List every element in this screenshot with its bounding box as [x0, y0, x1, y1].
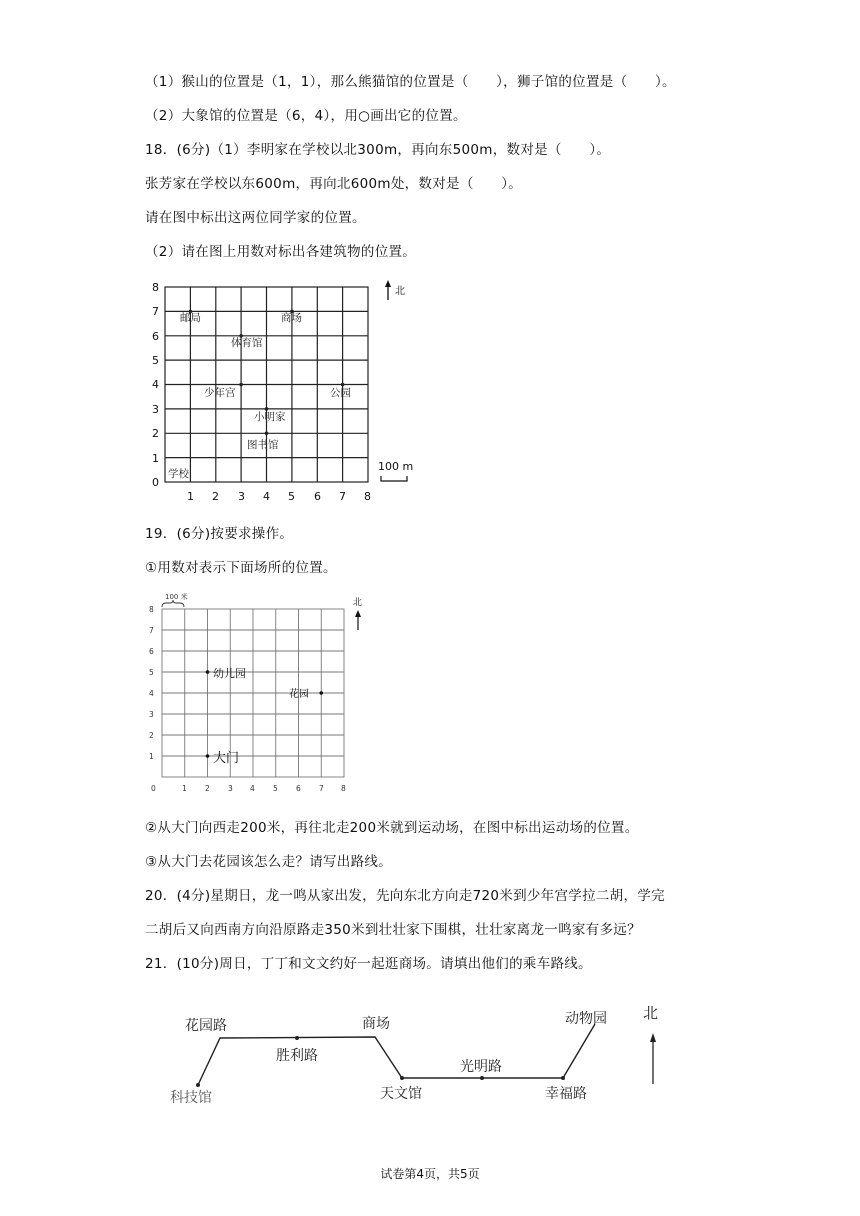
q19-line4: ③从大门去花园该怎么走？请写出路线。 — [145, 854, 393, 870]
grid1-x-tick: 1 — [187, 490, 194, 503]
grid1-y-tick: 6 — [152, 330, 159, 343]
grid2-x-tick: 6 — [296, 784, 301, 793]
grid2-x-tick: 0 — [151, 784, 156, 793]
grid2-x-tick: 3 — [228, 784, 233, 793]
north-arrow-icon — [355, 610, 361, 630]
grid1-y-tick: 0 — [152, 476, 159, 489]
north-arrow-icon — [385, 280, 391, 300]
stop-science-museum: 科技馆 — [170, 1090, 212, 1106]
guangming-road-point — [480, 1076, 484, 1080]
place-gate: 大门 — [213, 751, 240, 766]
q20-line1: 20．(4分)星期日，龙一鸣从家出发，先向东北方向走720米到少年宫学拉二胡，学完 — [145, 888, 665, 904]
place-library: 图书馆 — [247, 439, 279, 451]
stop-happiness-road: 幸福路 — [545, 1086, 587, 1102]
grid2-figure — [144, 590, 374, 800]
grid2-x-tick: 8 — [341, 784, 346, 793]
place-kindergarten: 幼儿园 — [213, 667, 246, 680]
gate-point — [206, 754, 210, 758]
grid1-y-tick: 3 — [152, 403, 159, 416]
park-point — [341, 383, 345, 387]
north-arrow-icon — [650, 1033, 656, 1084]
q17-part2: （2）大象馆的位置是（6，4），用○画出它的位置。 — [145, 108, 467, 124]
stop-garden-road: 花园路 — [185, 1018, 227, 1034]
grid2-y-tick: 8 — [149, 605, 154, 614]
place-school: 学校 — [168, 468, 189, 480]
place-gym: 体育馆 — [231, 337, 263, 349]
grid2-x-tick: 2 — [205, 784, 210, 793]
grid1-x-tick: 5 — [288, 490, 295, 503]
grid2-lines — [162, 609, 344, 777]
grid1-x-tick: 7 — [339, 490, 346, 503]
youth-palace-point — [239, 383, 243, 387]
scale-bar-icon — [381, 476, 407, 481]
q19-line2: ①用数对表示下面场所的位置。 — [145, 560, 337, 576]
grid2-y-tick: 1 — [149, 752, 154, 761]
place-xiaoming-home: 小明家 — [254, 411, 286, 423]
place-post-office: 邮局 — [180, 312, 201, 324]
library-point — [265, 432, 269, 436]
grid1-y-tick: 8 — [152, 281, 159, 294]
place-park: 公园 — [330, 387, 351, 399]
grid1-x-tick: 3 — [238, 490, 245, 503]
grid2-x-tick: 1 — [182, 784, 187, 793]
grid1-north-label: 北 — [395, 286, 405, 297]
q18-line3: 请在图中标出这两位同学家的位置。 — [145, 210, 366, 226]
stop-mall: 商场 — [362, 1016, 390, 1032]
grid1-x-tick: 2 — [212, 490, 219, 503]
grid2-y-tick: 6 — [149, 647, 154, 656]
grid2-y-tick: 5 — [149, 668, 154, 677]
q19-line3: ②从大门向西走200米，再往北走200米就到运动场，在图中标出运动场的位置。 — [145, 820, 639, 836]
grid2-scale-label: 100 米 — [165, 593, 188, 601]
grid1-x-tick: 4 — [263, 490, 270, 503]
victory-road-point — [295, 1036, 299, 1040]
grid1-y-tick: 4 — [152, 378, 159, 391]
place-youth-palace: 少年宫 — [204, 387, 236, 399]
happiness-road-point — [561, 1076, 565, 1080]
q18-line2: 张芳家在学校以东600m，再向北600m处，数对是（ ）。 — [145, 176, 523, 192]
stop-planetarium: 天文馆 — [380, 1086, 422, 1102]
stop-zoo: 动物园 — [565, 1011, 607, 1027]
grid1-x-tick: 6 — [314, 490, 321, 503]
grid1-y-tick: 5 — [152, 354, 159, 367]
grid2-y-tick: 2 — [149, 731, 154, 740]
place-garden: 花园 — [289, 689, 309, 700]
brace-icon — [162, 600, 184, 607]
kindergarten-point — [206, 670, 210, 674]
q17-part1: （1）猴山的位置是（1，1），那么熊猫馆的位置是（ ），狮子馆的位置是（ ）。 — [145, 74, 676, 90]
garden-point — [319, 691, 323, 695]
grid1-y-tick: 1 — [152, 452, 159, 465]
stop-victory-road: 胜利路 — [276, 1048, 318, 1064]
q20-line2: 二胡后又向西南方向沿原路走350米到壮壮家下围棋，壮壮家离龙一鸣家有多远？ — [145, 922, 641, 938]
route-north-label: 北 — [643, 1004, 659, 1022]
q18-line1: 18．(6分)（1）李明家在学校以北300m，再向东500m，数对是（ ）。 — [145, 142, 611, 158]
grid2-y-tick: 3 — [149, 710, 154, 719]
q19-line1: 19．(6分)按要求操作。 — [145, 526, 294, 542]
place-mall: 商场 — [281, 312, 302, 324]
page-footer: 试卷第4页，共5页 — [380, 1167, 480, 1181]
q18-line4: （2）请在图上用数对标出各建筑物的位置。 — [145, 244, 417, 260]
grid1-y-tick: 7 — [152, 305, 159, 318]
route-map — [160, 998, 680, 1110]
route-line — [198, 1024, 595, 1085]
grid1-y-tick: 2 — [152, 427, 159, 440]
grid2-x-tick: 7 — [319, 784, 324, 793]
stop-guangming-road: 光明路 — [460, 1059, 502, 1075]
grid1-figure — [140, 276, 430, 508]
planetarium-point — [400, 1076, 404, 1080]
grid2-x-tick: 4 — [250, 784, 255, 793]
grid2-north-label: 北 — [353, 598, 363, 608]
grid2-y-tick: 4 — [149, 689, 154, 698]
grid1-x-tick: 8 — [364, 490, 371, 503]
grid2-x-tick: 5 — [273, 784, 278, 793]
grid1-scale-label: 100 m — [378, 460, 414, 473]
q21-line1: 21．(10分)周日，丁丁和文文约好一起逛商场。请填出他们的乘车路线。 — [145, 956, 592, 972]
grid2-y-tick: 7 — [149, 626, 154, 635]
science-museum-point — [196, 1083, 200, 1087]
